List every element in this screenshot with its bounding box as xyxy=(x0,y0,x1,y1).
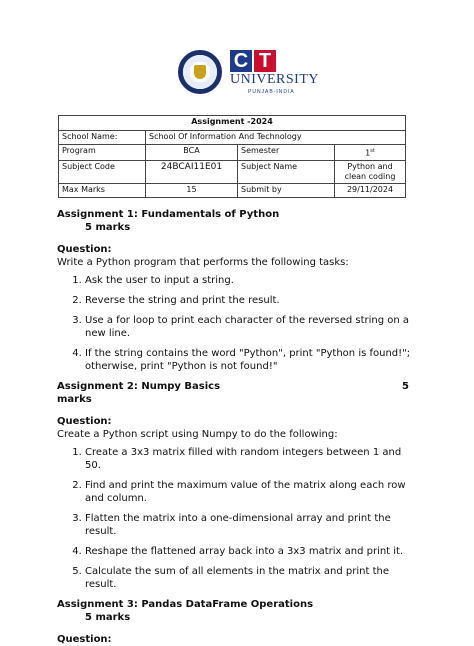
assignment2-heading-row xyxy=(57,380,417,393)
assignment-info-table xyxy=(58,115,406,198)
logo-university-text: UNIVERSITY xyxy=(230,72,319,87)
semester-label: Semester xyxy=(238,145,335,161)
table-title: Assignment -2024 xyxy=(59,116,406,131)
assignment2-marks-number: 5 xyxy=(402,381,409,392)
subject-name-value: Python and clean coding xyxy=(335,160,406,183)
assignment3-heading: Assignment 3: Pandas DataFrame Operations xyxy=(57,599,314,610)
school-value: School Of Information And Technology xyxy=(146,131,406,145)
list-item: 1. Create a 3x3 matrix filled with random integers between 1 and 50. xyxy=(85,446,417,472)
list-item: 3. Use a for loop to print each character of the reversed string on a new line. xyxy=(85,314,417,340)
assignment3-question-label: Question: xyxy=(57,634,112,645)
list-item: 1. Ask the user to input a string. xyxy=(85,274,417,287)
table-row xyxy=(59,160,406,183)
table-row xyxy=(59,145,406,161)
table-row xyxy=(59,131,406,145)
semester-value: 1st xyxy=(335,145,406,161)
list-item: 4. Reshape the flattened array back into a 3x3 matrix and print it. xyxy=(85,545,417,558)
assignment1-task-list xyxy=(57,274,417,373)
max-marks-value: 15 xyxy=(146,183,238,197)
assignment1-intro: Write a Python program that performs the following tasks: xyxy=(57,257,349,268)
university-seal-icon xyxy=(178,50,222,94)
list-item: 3. Flatten the matrix into a one-dimensional array and print the result. xyxy=(85,512,417,538)
assignment2-marks-word: marks xyxy=(57,394,92,405)
list-item: 4. If the string contains the word "Python", print "Python is found!"; otherwise, print "Python is not found!" xyxy=(85,347,417,373)
table-row xyxy=(59,116,406,131)
submit-label: Submit by xyxy=(238,183,335,197)
subject-code-label: Subject Code xyxy=(59,160,146,183)
table-row xyxy=(59,183,406,197)
assignment2-question-label: Question: xyxy=(57,416,112,427)
list-item: 2. Find and print the maximum value of the matrix along each row and column. xyxy=(85,479,417,505)
submit-value: 29/11/2024 xyxy=(335,183,406,197)
list-item: 5. Calculate the sum of all elements in the matrix and print the result. xyxy=(85,565,417,591)
program-value: BCA xyxy=(146,145,238,161)
ct-letters xyxy=(230,50,276,72)
assignment2-heading: Assignment 2: Numpy Basics xyxy=(57,381,221,392)
assignment1-marks: 5 marks xyxy=(85,222,131,233)
assignment3-marks: 5 marks xyxy=(85,612,131,623)
max-marks-label: Max Marks xyxy=(59,183,146,197)
university-logo xyxy=(178,50,319,96)
assignment1-question-label: Question: xyxy=(57,244,112,255)
logo-subtitle: PUNJAB-INDIA xyxy=(248,89,295,95)
subject-name-label: Subject Name xyxy=(238,160,335,183)
assignment2-intro: Create a Python script using Numpy to do the following: xyxy=(57,429,338,440)
program-label: Program xyxy=(59,145,146,161)
logo-letter-t: T xyxy=(254,50,276,72)
school-label: School Name: xyxy=(59,131,146,145)
logo-letter-c: C xyxy=(230,50,252,72)
assignment2-task-list xyxy=(57,446,417,591)
list-item: 2. Reverse the string and print the result. xyxy=(85,294,417,307)
assignment1-heading: Assignment 1: Fundamentals of Python xyxy=(57,209,280,220)
assignment-content xyxy=(57,208,417,646)
subject-code-value: 24BCAI11E01 xyxy=(146,160,238,183)
